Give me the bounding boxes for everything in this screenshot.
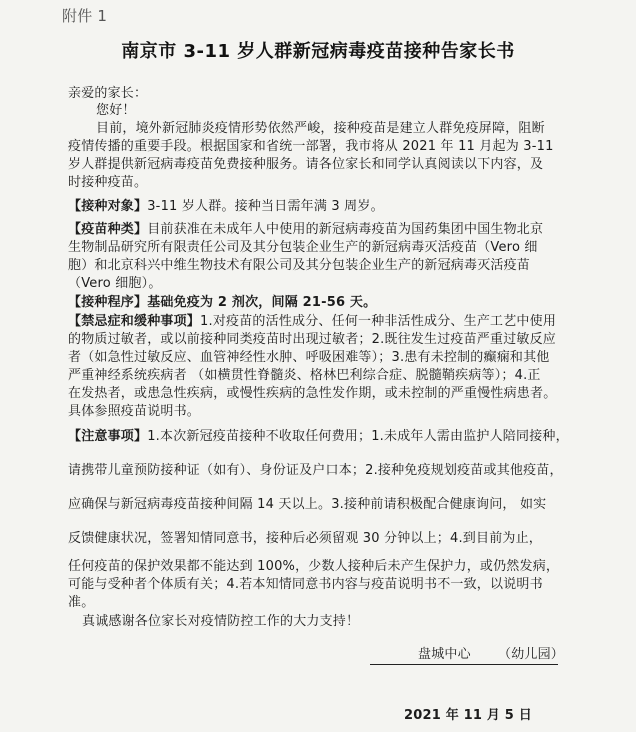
notes-line: 反馈健康状况，签署知情同意书，接种后必须留观 30 分钟以上；4.到目前为止，: [68, 531, 543, 546]
intro-line: 目前，境外新冠肺炎疫情形势依然严峻，接种疫苗是建立人群免疫屏障，阻断: [96, 121, 545, 136]
contra-line: 者（如急性过敏反应、血管神经性水肿、呼吸困难等）；3.患有未控制的癫痫和其他: [68, 350, 550, 365]
contra-label: 【禁忌症和缓种事项】: [68, 314, 201, 329]
notes-line: 准。: [68, 595, 95, 610]
notes-section: [68, 429, 569, 445]
greeting: 您好！: [96, 103, 136, 118]
target-section: [68, 199, 384, 215]
contra-line: 在发热者，或患急性疾病，或慢性疾病的急性发作期，或未控制的严重慢性病患者。: [68, 386, 557, 401]
vaccine-line: 目前获准在未成年人中使用的新冠病毒疫苗为国药集团中国生物北京: [147, 222, 544, 237]
vaccine-line: 胞）和北京科兴中维生物技术有限公司及其分包装企业生产的新冠病毒灭活疫苗: [68, 258, 531, 273]
procedure-section: [68, 295, 376, 311]
intro-line: 时接种疫苗。: [68, 175, 148, 190]
notes-line: 请携带儿童预防接种证（如有）、身份证及户口本；2.接种免疫规划疫苗或其他疫苗，: [68, 463, 563, 478]
notes-label: 【注意事项】: [68, 429, 148, 444]
signature-underline: [370, 664, 558, 665]
document-title: 南京市 3-11 岁人群新冠病毒疫苗接种告家长书: [121, 41, 515, 62]
notes-line: 应确保与新冠病毒疫苗接种间隔 14 天以上。3.接种前请积极配合健康询问， 如实: [68, 497, 547, 512]
procedure-label: 【接种程序】: [68, 295, 148, 310]
procedure-text: 基础免疫为 2 剂次，间隔 21-56 天。: [147, 295, 377, 310]
vaccine-label: 【疫苗种类】: [68, 222, 148, 237]
contra-line: 具体参照疫苗说明书。: [68, 404, 201, 419]
notes-line: 可能与受种者个体质有关；4.若本知情同意书内容与疫苗说明书不一致，以说明书: [68, 577, 543, 592]
thanks-line: 真诚感谢各位家长对疫情防控工作的大力支持！: [82, 614, 360, 629]
target-label: 【接种对象】: [68, 199, 148, 214]
notes-line: 1.本次新冠疫苗接种不收取任何费用；1.未成年人需由监护人陪同接种，: [147, 429, 569, 444]
document-date: 2021 年 11 月 5 日: [404, 708, 532, 723]
salutation: 亲爱的家长：: [68, 86, 148, 101]
signature-org: 盘城中心: [418, 647, 471, 662]
intro-line: 疫情传播的重要手段。根据国家和省统一部署，我市将从 2021 年 11 月起为 3-11: [68, 139, 554, 154]
contra-line: 严重神经系统疾病者 （如横贯性脊髓炎、格林巴利综合症、脱髓鞘疾病等）；4.正: [68, 368, 541, 383]
vaccine-line: （Vero 细胞）。: [68, 276, 162, 291]
vaccine-section: [68, 222, 543, 238]
contra-line: 的物质过敏者，或以前接种同类疫苗时出现过敏者；2.既往发生过疫苗严重过敏反应: [68, 332, 557, 347]
signature-suffix: （幼儿园）: [498, 647, 565, 662]
target-text: 3-11 岁人群。接种当日需年满 3 周岁。: [147, 199, 384, 214]
contra-section: [68, 314, 556, 330]
notes-line: 任何疫苗的保护效果都不能达到 100%，少数人接种后未产生保护力，或仍然发病，: [68, 559, 560, 574]
contra-line: 1.对疫苗的活性成分、任何一种非活性成分、生产工艺中使用: [200, 314, 557, 329]
attachment-label: 附件 1: [62, 7, 108, 25]
vaccine-line: 生物制品研究所有限责任公司及其分包装企业生产的新冠病毒灭活疫苗（Vero 细: [68, 240, 538, 255]
intro-line: 岁人群提供新冠病毒疫苗免费接种服务。请各位家长和同学认真阅读以下内容，及: [68, 157, 544, 172]
